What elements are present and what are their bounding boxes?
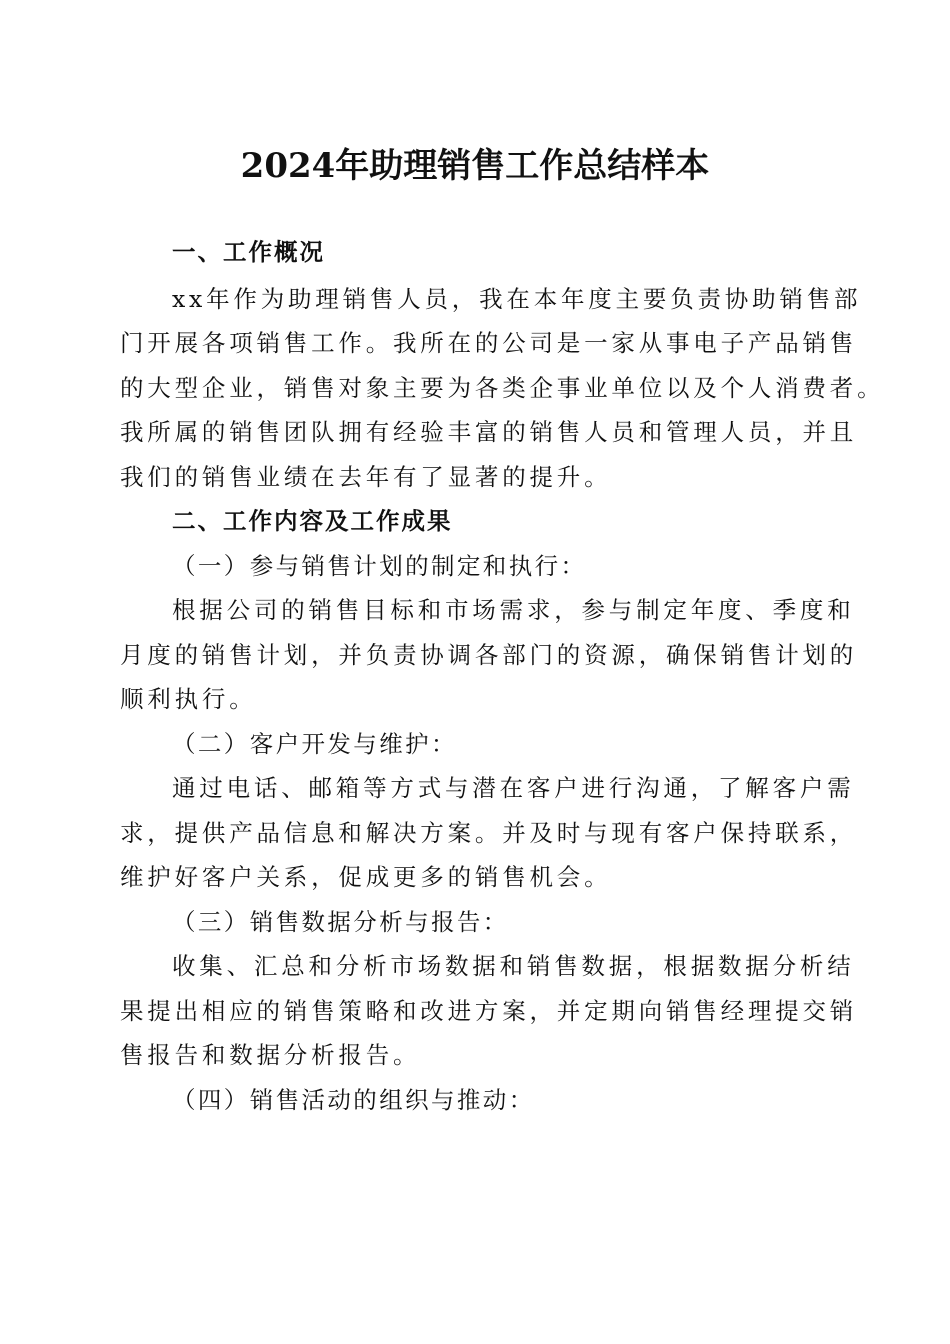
paragraph-line: 顺利执行。 xyxy=(120,685,257,713)
paragraph-line: 门开展各项销售工作。我所在的公司是一家从事电子产品销售 xyxy=(120,329,858,357)
document-title: 2024年助理销售工作总结样本 xyxy=(240,146,710,186)
paragraph-line: 果提出相应的销售策略和改进方案，并定期向销售经理提交销 xyxy=(120,997,858,1025)
paragraph-line: xx年作为助理销售人员，我在本年度主要负责协助销售部 xyxy=(172,285,862,313)
paragraph-line: 维护好客户关系，促成更多的销售机会。 xyxy=(120,863,612,891)
paragraph-line: 月度的销售计划，并负责协调各部门的资源，确保销售计划的 xyxy=(120,641,858,669)
subsection-heading-plan: （一）参与销售计划的制定和执行： xyxy=(172,552,587,580)
section-heading-content: 二、工作内容及工作成果 xyxy=(172,507,453,535)
paragraph-line: 通过电话、邮箱等方式与潜在客户进行沟通，了解客户需 xyxy=(172,774,855,802)
paragraph-line: 我所属的销售团队拥有经验丰富的销售人员和管理人员，并且 xyxy=(120,418,858,446)
paragraph-line: 求，提供产品信息和解决方案。并及时与现有客户保持联系， xyxy=(120,819,858,847)
subsection-heading-clients: （二）客户开发与维护： xyxy=(172,730,457,758)
paragraph-line: 根据公司的销售目标和市场需求，参与制定年度、季度和 xyxy=(172,596,855,624)
paragraph-line: 我们的销售业绩在去年有了显著的提升。 xyxy=(120,463,612,491)
section-heading-overview: 一、工作概况 xyxy=(172,238,325,266)
subsection-heading-data: （三）销售数据分析与报告： xyxy=(172,908,509,936)
paragraph-line: 收集、汇总和分析市场数据和销售数据，根据数据分析结 xyxy=(172,952,855,980)
paragraph-line: 的大型企业，销售对象主要为各类企事业单位以及个人消费者。 xyxy=(120,374,885,402)
subsection-heading-activities: （四）销售活动的组织与推动： xyxy=(172,1086,535,1114)
paragraph-line: 售报告和数据分析报告。 xyxy=(120,1041,421,1069)
